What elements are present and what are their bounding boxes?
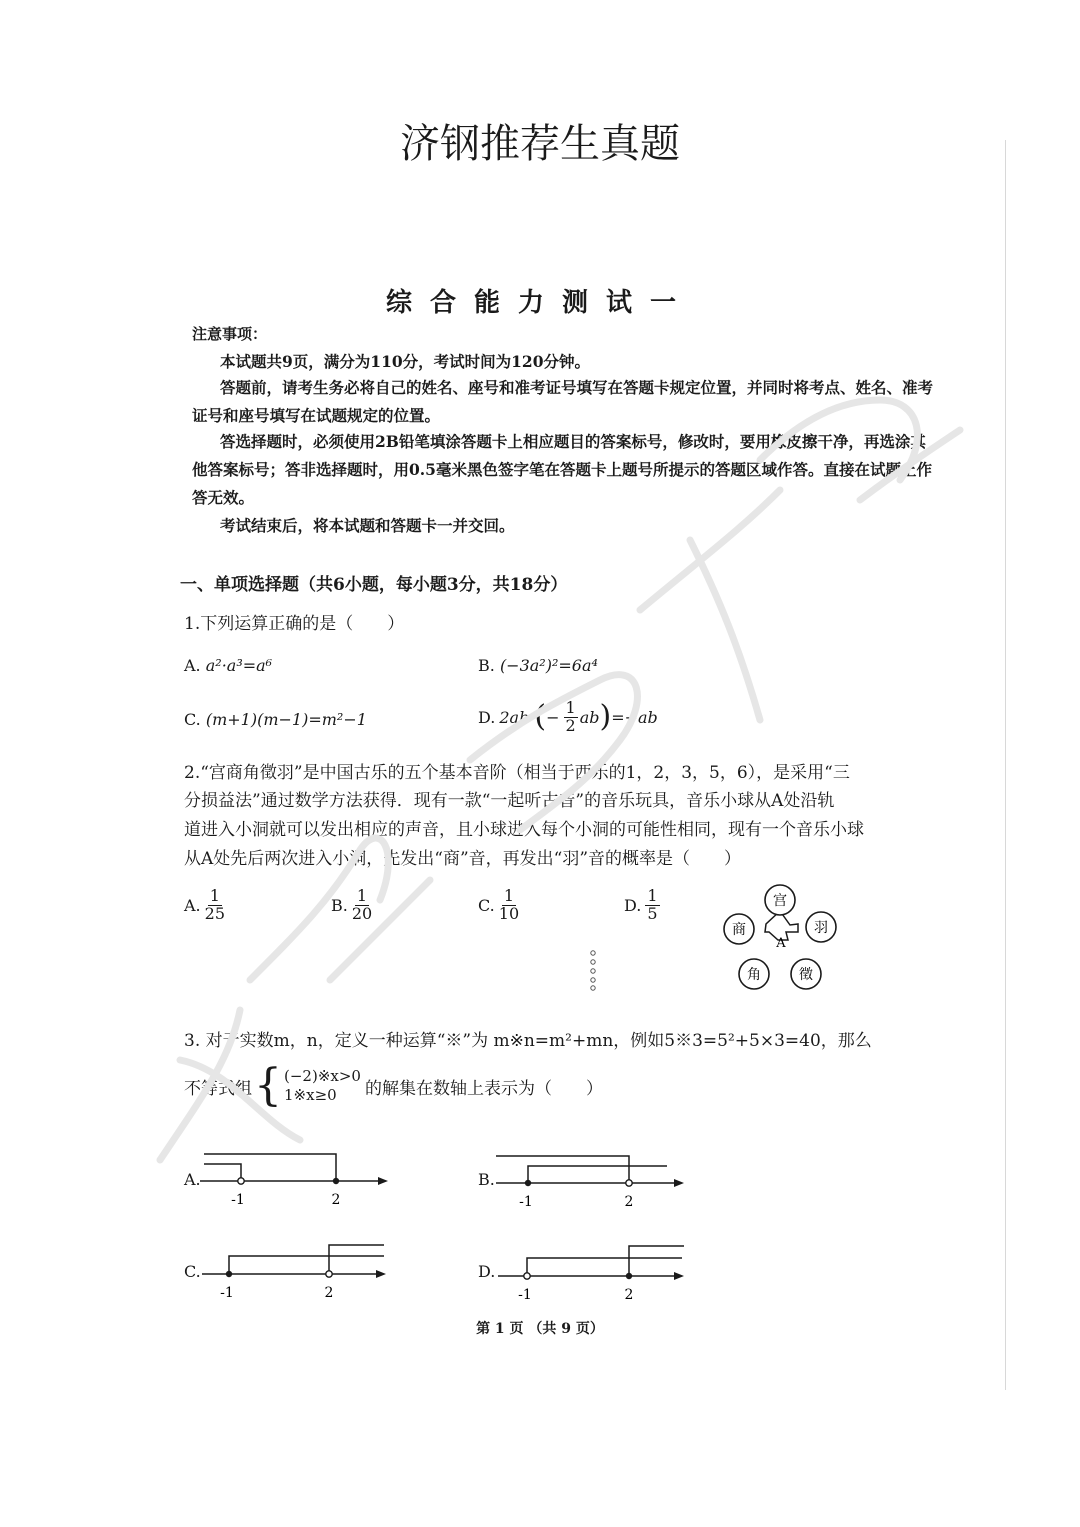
option-expression-pre: 2ab· bbox=[499, 707, 535, 727]
hole-label: 羽 bbox=[814, 920, 828, 936]
numerator: 1 bbox=[209, 886, 220, 905]
ineq-line: (−2)※x>0 bbox=[284, 1067, 361, 1086]
option-expression-mid: ab bbox=[579, 707, 600, 727]
q1-option-c bbox=[184, 710, 367, 729]
q2-option-a bbox=[184, 888, 225, 923]
tick-label: 2 bbox=[624, 1287, 634, 1302]
page-footer: 第 1 页 （共 9 页） bbox=[476, 1321, 604, 1337]
fraction bbox=[205, 888, 225, 923]
denominator: 10 bbox=[498, 903, 520, 923]
q1-option-a bbox=[184, 656, 272, 675]
minus-sign: − bbox=[546, 707, 560, 727]
paren-close: ) bbox=[599, 699, 612, 735]
arrow-icon bbox=[674, 1272, 684, 1280]
hole-label: 角 bbox=[747, 967, 761, 983]
q2-line: 道进入小洞就可以发出相应的声音，且小球进入每个小洞的可能性相同，现有一个音乐小球 bbox=[184, 820, 864, 840]
option-label: A. bbox=[184, 895, 201, 915]
option-label: B. bbox=[478, 656, 495, 675]
scan-edge bbox=[1005, 140, 1006, 1390]
tick-label: 2 bbox=[324, 1285, 334, 1301]
tick-label: -1 bbox=[519, 1194, 533, 1210]
numerator: 1 bbox=[356, 886, 368, 905]
q2-line: 从A处先后两次进入小洞，先发出“商”音，再发出“羽”音的概率是（ ） bbox=[184, 849, 742, 869]
arrow-icon bbox=[378, 1177, 388, 1185]
paren-open: ( bbox=[534, 699, 547, 735]
fraction bbox=[645, 888, 659, 923]
music-toy-diagram bbox=[718, 874, 846, 998]
fraction bbox=[564, 700, 578, 735]
option-label: D. bbox=[624, 895, 642, 915]
option-expression-post: =−ab bbox=[611, 707, 658, 727]
option-label: D. bbox=[478, 707, 496, 727]
center-label: A bbox=[776, 936, 786, 951]
notice-line: 他答案标号；答非选择题时，用0.5毫米黑色签字笔在答题卡上题号所提示的答题区域作答。直接在试题上作 bbox=[192, 460, 932, 479]
denominator: 5 bbox=[647, 903, 658, 923]
option-expression: a²·a³=a⁶ bbox=[205, 656, 273, 675]
exam-title: 综合能力测试一 bbox=[385, 288, 694, 318]
hole-label: 宫 bbox=[773, 893, 787, 909]
tick-label: -1 bbox=[220, 1285, 234, 1301]
q3-option-c-numberline bbox=[196, 1238, 396, 1302]
ineq-suffix: 的解集在数轴上表示为（ ） bbox=[364, 1078, 603, 1099]
q3-option-label-a: A. bbox=[184, 1170, 201, 1189]
document-title: 济钢推荐生真题 bbox=[400, 121, 680, 167]
q2-line: 2.“宫商角徵羽”是中国古乐的五个基本音阶（相当于西乐的1，2，3，5，6），是采用“三 bbox=[184, 763, 850, 783]
option-label: B. bbox=[331, 895, 348, 915]
arrow-icon bbox=[674, 1179, 684, 1187]
notice-line: 考试结束后，将本试题和答题卡一并交回。 bbox=[220, 516, 515, 535]
ineq-line: 1※x≥0 bbox=[284, 1086, 337, 1104]
fraction bbox=[499, 888, 519, 923]
option-expression: (m+1)(m−1)=m²−1 bbox=[205, 710, 367, 729]
notice-line: 答无效。 bbox=[192, 488, 255, 507]
numerator: 1 bbox=[647, 886, 658, 905]
brace: { bbox=[254, 1060, 282, 1111]
notice-title: 注意事项： bbox=[192, 325, 268, 343]
denominator: 25 bbox=[204, 903, 225, 923]
q3-option-a-numberline bbox=[196, 1148, 396, 1210]
option-label: C. bbox=[478, 895, 495, 915]
ineq-prefix: 不等式组 bbox=[184, 1078, 252, 1099]
hole-label: 商 bbox=[732, 922, 746, 938]
q2-option-c bbox=[478, 888, 519, 923]
notice-line: 答选择题时，必须使用2B铅笔填涂答题卡上相应题目的答案标号，修改时，要用橡皮擦干净，再选涂其 bbox=[220, 432, 926, 451]
scan-artifact-dots bbox=[588, 948, 598, 992]
q1-stem: 1.下列运算正确的是（ ） bbox=[184, 614, 405, 634]
tick-label: -1 bbox=[231, 1192, 245, 1208]
notice-line: 本试题共9页，满分为110分，考试时间为120分钟。 bbox=[220, 352, 590, 371]
notice-line: 证号和座号填写在试题规定的位置。 bbox=[192, 406, 441, 425]
tick-label: -1 bbox=[518, 1287, 532, 1302]
ineq-lines bbox=[284, 1067, 361, 1105]
denominator: 2 bbox=[565, 715, 576, 735]
arrow-icon bbox=[376, 1270, 386, 1278]
tick-label: 2 bbox=[624, 1194, 634, 1210]
q2-line: 分损益法”通过数学方法获得．现有一款“一起听古音”的音乐玩具，音乐小球从A处沿轨 bbox=[184, 791, 835, 811]
q3-option-b-numberline bbox=[492, 1148, 692, 1210]
hole-label: 徵 bbox=[799, 967, 813, 983]
notice-line: 答题前，请考生务必将自己的姓名、座号和准考证号填写在答题卡规定位置，并同时将考点、姓名、准考 bbox=[220, 378, 934, 397]
q3-option-label-c: C. bbox=[184, 1262, 201, 1281]
q1-option-b bbox=[478, 656, 598, 675]
fraction bbox=[352, 888, 372, 923]
numerator: 1 bbox=[503, 886, 515, 905]
q3-option-label-d: D. bbox=[478, 1262, 496, 1281]
q3-line: 3. 对于实数m，n，定义一种运算“※”为 m※n=m²+mn，例如5※3=5²+5×3=40，那么 bbox=[184, 1031, 872, 1051]
q3-option-label-b: B. bbox=[478, 1170, 495, 1189]
tick-label: 2 bbox=[331, 1192, 341, 1208]
q2-option-d bbox=[624, 888, 660, 923]
denominator: 20 bbox=[351, 903, 373, 923]
q2-option-b bbox=[331, 888, 372, 923]
q3-inequality-system bbox=[184, 1060, 603, 1111]
option-label: C. bbox=[184, 710, 201, 729]
option-label: A. bbox=[184, 656, 201, 675]
option-expression: (−3a²)²=6a⁴ bbox=[499, 656, 598, 675]
numerator: 1 bbox=[565, 698, 576, 717]
section-title: 一、单项选择题（共6小题，每小题3分，共18分） bbox=[180, 575, 568, 595]
q3-option-d-numberline bbox=[492, 1238, 692, 1302]
q1-option-d bbox=[478, 700, 658, 735]
